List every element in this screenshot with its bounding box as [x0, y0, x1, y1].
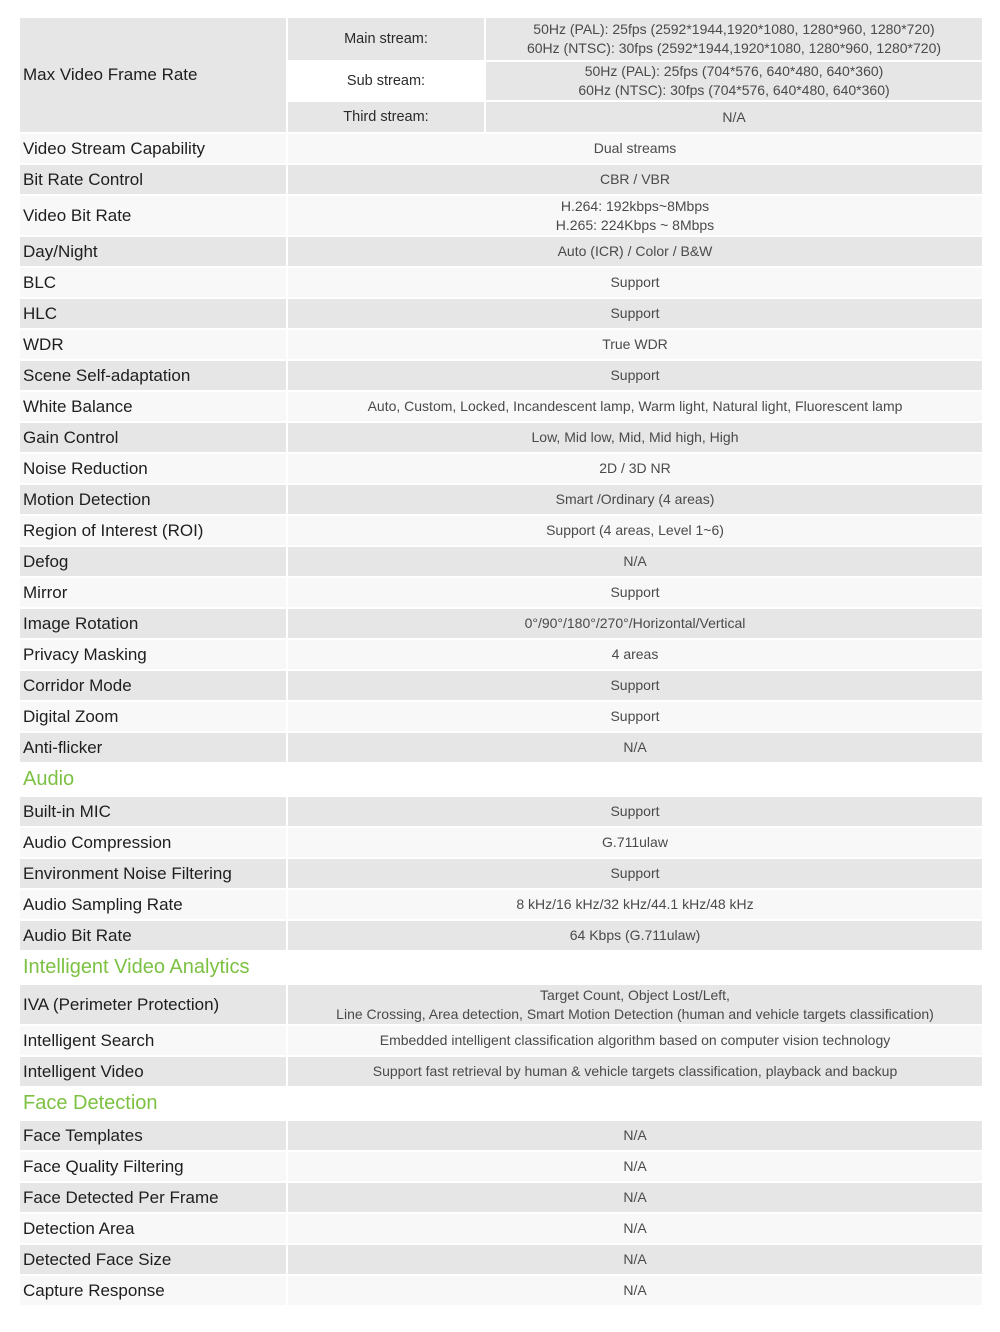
spec-row	[20, 639, 982, 670]
spec-label: Scene Self-adaptation	[20, 360, 287, 391]
spec-label: WDR	[20, 329, 287, 360]
section-heading-row	[20, 951, 982, 984]
spec-value: Support	[287, 701, 982, 732]
spec-table	[20, 18, 982, 1307]
spec-row	[20, 796, 982, 827]
spec-row	[20, 546, 982, 577]
spec-label: Region of Interest (ROI)	[20, 515, 287, 546]
sub-stream-value	[485, 61, 982, 101]
spec-label: Audio Compression	[20, 827, 287, 858]
spec-value: N/A	[287, 1182, 982, 1213]
spec-row	[20, 1213, 982, 1244]
spec-value: Embedded intelligent classification algorithm based on computer vision technology	[287, 1025, 982, 1056]
spec-row	[20, 1244, 982, 1275]
spec-value: N/A	[287, 1151, 982, 1182]
spec-value-line: Line Crossing, Area detection, Smart Motion Detection (human and vehicle targets classification)	[336, 1005, 934, 1022]
spec-label: Mirror	[20, 577, 287, 608]
section-heading-row	[20, 763, 982, 796]
spec-label: Privacy Masking	[20, 639, 287, 670]
spec-label: Audio Bit Rate	[20, 920, 287, 951]
spec-label: Defog	[20, 546, 287, 577]
section-heading-audio: Audio	[20, 763, 982, 796]
spec-value-line: H.264: 192kbps~8Mbps	[560, 197, 710, 214]
spec-row	[20, 732, 982, 763]
spec-row	[20, 670, 982, 701]
spec-value: Low, Mid low, Mid, Mid high, High	[287, 422, 982, 453]
section-heading-iva: Intelligent Video Analytics	[20, 951, 982, 984]
spec-row	[20, 608, 982, 639]
spec-label: Motion Detection	[20, 484, 287, 515]
third-stream-label: Third stream:	[287, 101, 485, 133]
spec-value	[287, 984, 982, 1025]
spec-row	[20, 484, 982, 515]
spec-label: Built-in MIC	[20, 796, 287, 827]
main-stream-label: Main stream:	[287, 18, 485, 61]
spec-row	[20, 164, 982, 195]
spec-row	[20, 236, 982, 267]
spec-label: Detection Area	[20, 1213, 287, 1244]
spec-row	[20, 391, 982, 422]
spec-row	[20, 1056, 982, 1087]
spec-value: Dual streams	[287, 133, 982, 164]
spec-value: Support	[287, 360, 982, 391]
spec-value: Support	[287, 577, 982, 608]
spec-row	[20, 858, 982, 889]
spec-value: Support	[287, 796, 982, 827]
spec-row	[20, 329, 982, 360]
spec-label: Corridor Mode	[20, 670, 287, 701]
spec-label: Intelligent Video	[20, 1056, 287, 1087]
main-stream-value	[485, 18, 982, 61]
spec-value: True WDR	[287, 329, 982, 360]
spec-label: BLC	[20, 267, 287, 298]
spec-value: N/A	[287, 546, 982, 577]
spec-row	[20, 1275, 982, 1306]
spec-row	[20, 1182, 982, 1213]
spec-value: Support	[287, 267, 982, 298]
spec-row	[20, 827, 982, 858]
spec-row	[20, 577, 982, 608]
spec-label: Anti-flicker	[20, 732, 287, 763]
spec-label: Capture Response	[20, 1275, 287, 1306]
spec-row	[20, 701, 982, 732]
main-stream-pal: 50Hz (PAL): 25fps (2592*1944,1920*1080, 1280*960, 1280*720)	[533, 21, 935, 37]
spec-row	[20, 889, 982, 920]
spec-label: White Balance	[20, 391, 287, 422]
spec-label: Face Quality Filtering	[20, 1151, 287, 1182]
spec-value: G.711ulaw	[287, 827, 982, 858]
spec-label: Bit Rate Control	[20, 164, 287, 195]
frame-rate-main-row	[20, 18, 982, 61]
spec-label: Max Video Frame Rate	[20, 18, 287, 133]
spec-row	[20, 1120, 982, 1151]
spec-label: IVA (Perimeter Protection)	[20, 984, 287, 1025]
spec-value: Auto (ICR) / Color / B&W	[287, 236, 982, 267]
spec-value: Auto, Custom, Locked, Incandescent lamp, Warm light, Natural light, Fluorescent lamp	[287, 391, 982, 422]
spec-label: Environment Noise Filtering	[20, 858, 287, 889]
spec-sheet	[20, 18, 982, 1307]
sub-stream-label: Sub stream:	[287, 61, 485, 101]
spec-label: Gain Control	[20, 422, 287, 453]
sub-stream-pal: 50Hz (PAL): 25fps (704*576, 640*480, 640*360)	[584, 63, 884, 79]
spec-label: Audio Sampling Rate	[20, 889, 287, 920]
spec-value: CBR / VBR	[287, 164, 982, 195]
spec-label: Intelligent Search	[20, 1025, 287, 1056]
spec-label: Video Bit Rate	[20, 195, 287, 236]
spec-label: Video Stream Capability	[20, 133, 287, 164]
spec-value: Support	[287, 858, 982, 889]
spec-value: N/A	[287, 1244, 982, 1275]
spec-label: Image Rotation	[20, 608, 287, 639]
spec-row	[20, 360, 982, 391]
spec-value: Smart /Ordinary (4 areas)	[287, 484, 982, 515]
spec-label: HLC	[20, 298, 287, 329]
spec-value: 8 kHz/16 kHz/32 kHz/44.1 kHz/48 kHz	[287, 889, 982, 920]
spec-value: N/A	[287, 732, 982, 763]
spec-value: N/A	[287, 1275, 982, 1306]
sub-stream-ntsc: 60Hz (NTSC): 30fps (704*576, 640*480, 640*360)	[578, 82, 890, 98]
spec-row	[20, 267, 982, 298]
spec-value: N/A	[287, 1120, 982, 1151]
spec-row	[20, 920, 982, 951]
spec-value: 4 areas	[287, 639, 982, 670]
main-stream-ntsc: 60Hz (NTSC): 30fps (2592*1944,1920*1080, 1280*960, 1280*720)	[526, 40, 942, 56]
spec-row	[20, 1151, 982, 1182]
spec-row	[20, 133, 982, 164]
spec-value: Support	[287, 298, 982, 329]
spec-row	[20, 515, 982, 546]
spec-label: Detected Face Size	[20, 1244, 287, 1275]
spec-label: Face Templates	[20, 1120, 287, 1151]
spec-value: 64 Kbps (G.711ulaw)	[287, 920, 982, 951]
spec-value: Support (4 areas, Level 1~6)	[287, 515, 982, 546]
third-stream-value: N/A	[485, 101, 982, 133]
spec-row	[20, 195, 982, 236]
spec-value-line: H.265: 224Kbps ~ 8Mbps	[555, 216, 715, 233]
spec-value: 0°/90°/180°/270°/Horizontal/Vertical	[287, 608, 982, 639]
spec-value: N/A	[287, 1213, 982, 1244]
spec-value: Support	[287, 670, 982, 701]
spec-value-line: Target Count, Object Lost/Left,	[540, 986, 730, 1003]
spec-row	[20, 984, 982, 1025]
spec-label: Digital Zoom	[20, 701, 287, 732]
spec-value: 2D / 3D NR	[287, 453, 982, 484]
spec-label: Face Detected Per Frame	[20, 1182, 287, 1213]
spec-value	[287, 195, 982, 236]
spec-row	[20, 298, 982, 329]
spec-label: Day/Night	[20, 236, 287, 267]
spec-value: Support fast retrieval by human & vehicle targets classification, playback and backup	[287, 1056, 982, 1087]
spec-row	[20, 422, 982, 453]
spec-label: Noise Reduction	[20, 453, 287, 484]
section-heading-row	[20, 1087, 982, 1120]
section-heading-face: Face Detection	[20, 1087, 982, 1120]
spec-row	[20, 453, 982, 484]
spec-row	[20, 1025, 982, 1056]
